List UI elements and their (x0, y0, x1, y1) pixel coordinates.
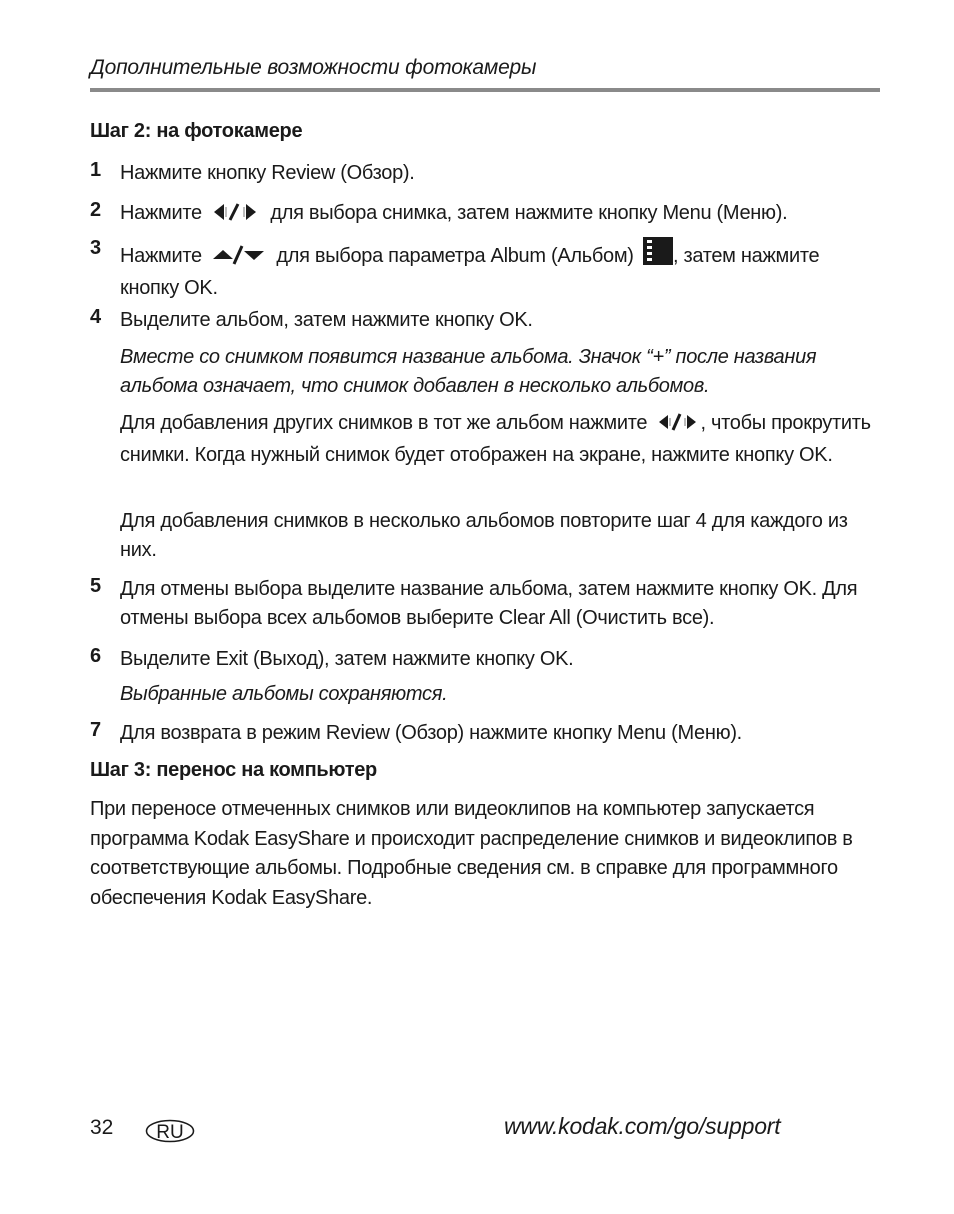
step-number: 7 (90, 719, 102, 741)
step-number: 4 (90, 306, 102, 328)
support-url[interactable]: www.kodak.com/go/support (504, 1113, 781, 1139)
step-number: 3 (90, 237, 102, 259)
step6-note: Выбранные альбомы сохраняются. (120, 683, 448, 705)
step4-note: Вместе со снимком появится название альбома. Значок “+” после названия альбома означает, что снимок добавлен в несколько альбомов. (120, 346, 817, 397)
step-text-post: для выбора снимка, затем нажмите кнопку Menu (Меню). (270, 202, 788, 224)
language-badge (145, 1119, 195, 1143)
step-text: Нажмите кнопку Review (Обзор). (120, 162, 415, 184)
step-number: 5 (90, 575, 102, 597)
step-text-post: , затем нажмите кнопку OK. (120, 245, 820, 299)
step-text: Для отмены выбора выделите название альбома, затем нажмите кнопку OK. Для отмены выбора всех альбомов выберите Clear All (Очистить все). (120, 578, 858, 629)
step-text: Выделите Exit (Выход), затем нажмите кнопку OK. (120, 648, 574, 670)
step-text (120, 199, 880, 231)
step-number: 1 (90, 159, 102, 181)
step-number: 6 (90, 645, 102, 667)
up-down-arrows-icon (211, 245, 267, 274)
step-text-pre: Нажмите (120, 245, 202, 267)
step-text (120, 237, 880, 303)
step2-heading: Шаг 2: на фотокамере (90, 120, 303, 142)
step-text-pre: Нажмите (120, 202, 202, 224)
left-right-arrows-icon (211, 202, 261, 231)
step4-more-pre: Для добавления других снимков в тот же альбом нажмите (120, 412, 648, 434)
language-code: RU (156, 1122, 184, 1143)
step4-multi-note: Для добавления снимков в несколько альбомов повторите шаг 4 для каждого из них. (120, 510, 848, 561)
page-number: 32 (90, 1116, 114, 1139)
header-rule (90, 88, 880, 92)
step-text: Выделите альбом, затем нажмите кнопку OK. (120, 309, 533, 331)
step-number: 2 (90, 199, 102, 221)
step4-more (120, 409, 882, 470)
step3-body: При переносе отмеченных снимков или видеоклипов на компьютер запускается программа Kodak EasyShare и происходит распределение снимков и видеоклипов в соответствующие альбомы. Подробные сведения см. в справке для программного обеспечения Kodak EasyShare. (90, 798, 853, 909)
step4-more-post: , чтобы прокрутить снимки. Когда нужный снимок будет отображен на экране, нажмите кнопку OK. (120, 412, 871, 466)
album-icon (643, 237, 673, 274)
step-text: Для возврата в режим Review (Обзор) нажмите кнопку Menu (Меню). (120, 722, 742, 744)
running-header: Дополнительные возможности фотокамеры (90, 56, 537, 79)
left-right-arrows-icon (656, 412, 700, 441)
step-text-mid: для выбора параметра Album (Альбом) (276, 245, 634, 267)
step3-heading: Шаг 3: перенос на компьютер (90, 759, 377, 781)
